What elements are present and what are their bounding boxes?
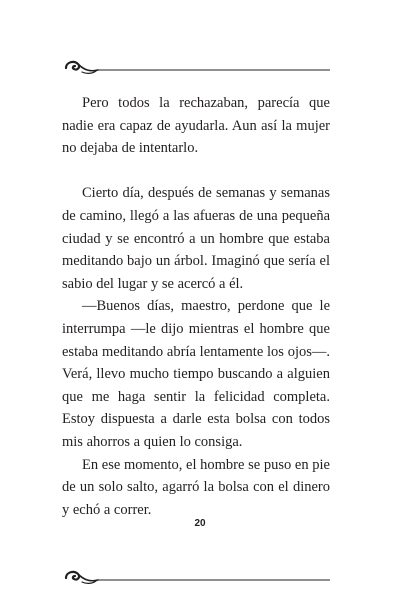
paragraph-3: —Buenos días, maestro, perdone que le interrumpa —le dijo mientras el hombre que estaba meditando abría lentamente los ojos—. Verá, llevo mucho tiempo buscando a alguien que me haga sentir la felicidad completa. Estoy dispuesta a darle esta bolsa con todos mis ahorros a quien lo consiga. <box>62 298 330 450</box>
paragraph-1: Pero todos la rechazaban, parecía que nadie era capaz de ayudarla. Aun así la mujer no dejaba de intentarlo. <box>62 95 330 157</box>
page-number: 20 <box>194 518 206 529</box>
paragraph-2: Cierto día, después de semanas y semanas de camino, llegó a las afueras de una pequeña ciudad y se encontró a un hombre que estaba meditando bajo un árbol. Imaginó que sería el sabio del lugar y se acercó a él. <box>62 185 330 292</box>
paragraph-4: En ese momento, el hombre se puso en pie de un solo salto, agarró la bolsa con el dinero y echó a correr. <box>62 456 330 518</box>
bottom-scroll-ornament <box>62 566 330 590</box>
top-scroll-ornament <box>62 56 330 80</box>
body-text <box>62 92 330 521</box>
